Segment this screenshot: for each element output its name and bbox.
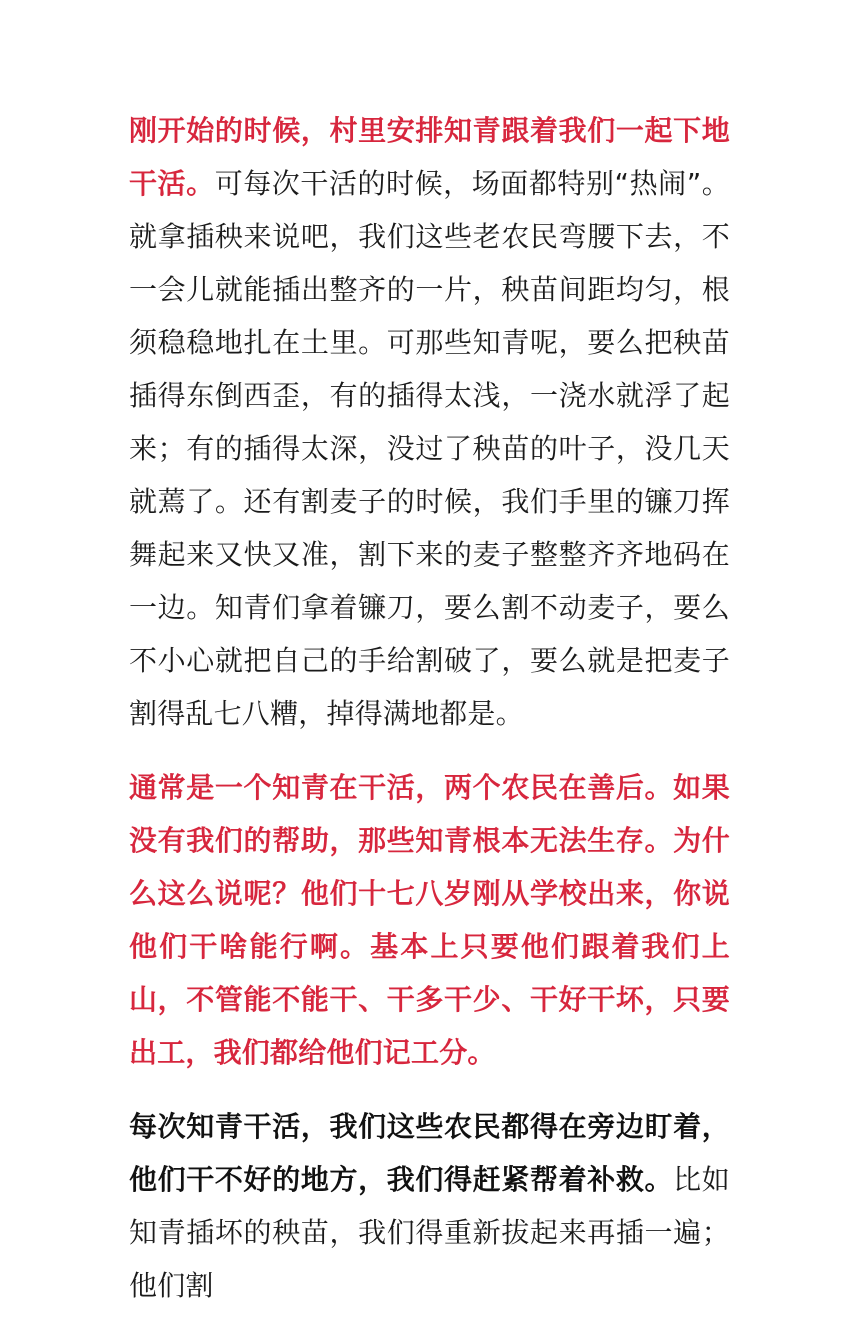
paragraph-2 (129, 761, 730, 1079)
paragraph-1-text: 可每次干活的时候，场面都特别“热闹”。就拿插秧来说吧，我们这些老农民弯腰下去，不一会儿就能插出整齐的一片，秧苗间距均匀，根须稳稳地扎在土里。可那些知青呢，要么把秧苗插得东倒西歪，有的插得太浅，一浇水就浮了起来；有的插得太深，没过了秧苗的叶子，没几天就蔫了。还有割麦子的时候，我们手里的镰刀挥舞起来又快又准，割下来的麦子整整齐齐地码在一边。知青们拿着镰刀，要么割不动麦子，要么不小心就把自己的手给割破了，要么就是把麦子割得乱七八糟，掉得满地都是。 (129, 167, 730, 730)
highlight-red-lead: 刚开始的时候，村里安排知青跟着我们一起下地干活。 (129, 114, 730, 200)
paragraph-3 (129, 1100, 730, 1312)
highlight-bold-lead: 每次知青干活，我们这些农民都得在旁边盯着，他们干不好的地方，我们得赶紧帮着补救。 (129, 1110, 730, 1196)
paragraph-3-text: 比如知青插坏的秧苗，我们得重新拔起来再插一遍；他们割 (129, 1163, 730, 1302)
article-body (129, 104, 730, 1333)
highlight-red-paragraph: 通常是一个知青在干活，两个农民在善后。如果没有我们的帮助，那些知青根本无法生存。为什么这么说呢？他们十七八岁刚从学校出来，你说他们干啥能行啊。基本上只要他们跟着我们上山，不管能不能干、干多干少、干好干坏，只要出工，我们都给他们记工分。 (129, 771, 730, 1069)
paragraph-1 (129, 104, 730, 740)
